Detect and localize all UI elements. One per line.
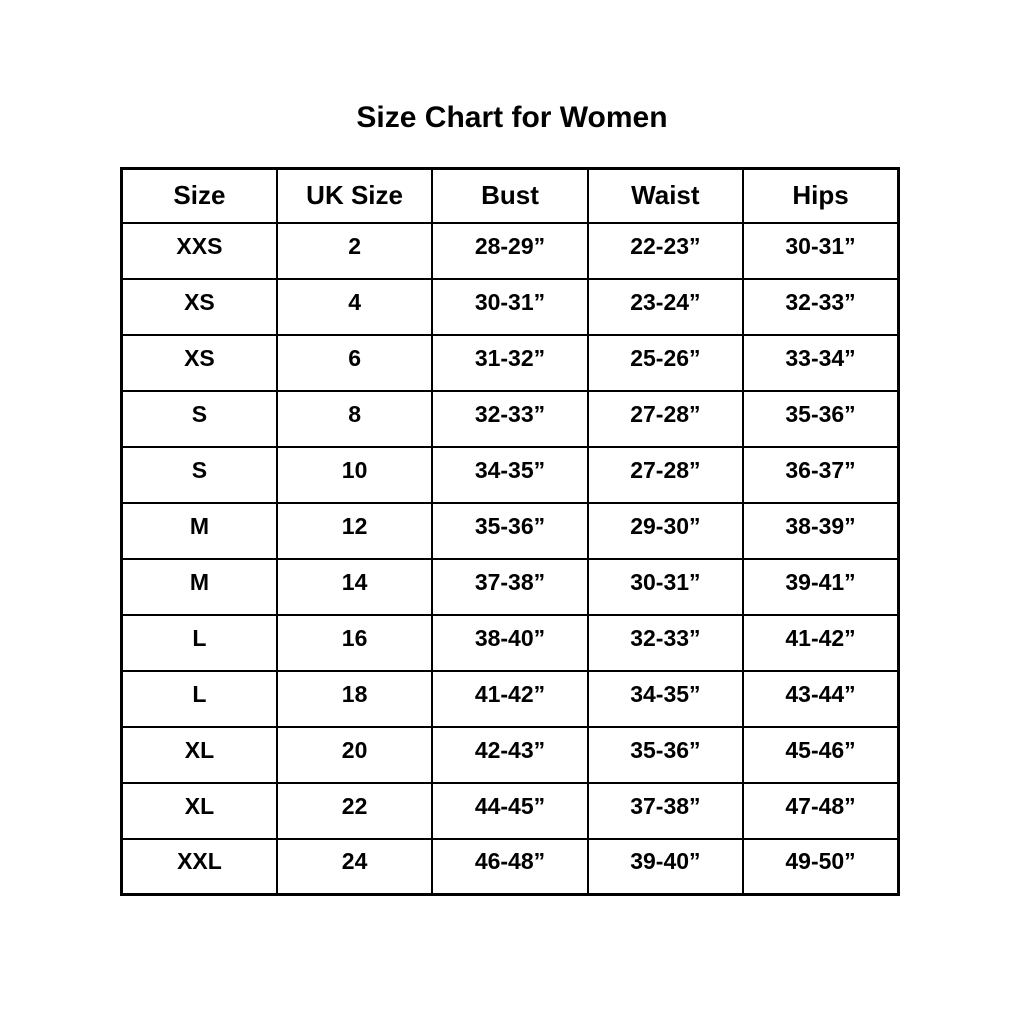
table-cell: 36-37”	[743, 447, 898, 503]
table-row	[122, 783, 899, 839]
table-row	[122, 727, 899, 783]
table-cell: 37-38”	[588, 783, 743, 839]
table-cell: 12	[277, 503, 432, 559]
table-cell: 34-35”	[432, 447, 587, 503]
table-row	[122, 279, 899, 335]
table-cell: 38-39”	[743, 503, 898, 559]
table-cell: 22-23”	[588, 223, 743, 279]
table-cell: 38-40”	[432, 615, 587, 671]
table-cell: 24	[277, 839, 432, 895]
table-row	[122, 839, 899, 895]
table-cell: 6	[277, 335, 432, 391]
table-cell: 30-31”	[743, 223, 898, 279]
table-row	[122, 615, 899, 671]
table-cell: 43-44”	[743, 671, 898, 727]
table-cell: 32-33”	[432, 391, 587, 447]
table-cell: 35-36”	[432, 503, 587, 559]
table-row	[122, 391, 899, 447]
table-cell: L	[122, 615, 277, 671]
table-cell: M	[122, 503, 277, 559]
table-cell: 29-30”	[588, 503, 743, 559]
header-row	[122, 169, 899, 223]
table-header	[122, 169, 899, 223]
table-cell: 35-36”	[588, 727, 743, 783]
table-cell: 22	[277, 783, 432, 839]
table-cell: 4	[277, 279, 432, 335]
table-cell: 27-28”	[588, 447, 743, 503]
table-cell: 31-32”	[432, 335, 587, 391]
table-cell: 32-33”	[743, 279, 898, 335]
table-cell: 41-42”	[743, 615, 898, 671]
table-cell: 34-35”	[588, 671, 743, 727]
table-cell: 18	[277, 671, 432, 727]
table-cell: M	[122, 559, 277, 615]
table-cell: 45-46”	[743, 727, 898, 783]
table-row	[122, 503, 899, 559]
table-cell: 16	[277, 615, 432, 671]
table-cell: 42-43”	[432, 727, 587, 783]
column-header: Hips	[743, 169, 898, 223]
table-cell: 33-34”	[743, 335, 898, 391]
table-row	[122, 335, 899, 391]
table-cell: 30-31”	[432, 279, 587, 335]
column-header: UK Size	[277, 169, 432, 223]
table-cell: 30-31”	[588, 559, 743, 615]
table-body	[122, 223, 899, 895]
table-cell: 49-50”	[743, 839, 898, 895]
table-cell: 41-42”	[432, 671, 587, 727]
table-cell: 44-45”	[432, 783, 587, 839]
column-header: Bust	[432, 169, 587, 223]
table-cell: XXL	[122, 839, 277, 895]
table-cell: 27-28”	[588, 391, 743, 447]
table-cell: 35-36”	[743, 391, 898, 447]
table-cell: 39-41”	[743, 559, 898, 615]
table-cell: 46-48”	[432, 839, 587, 895]
table-cell: 28-29”	[432, 223, 587, 279]
table-cell: S	[122, 447, 277, 503]
table-cell: XL	[122, 783, 277, 839]
table-cell: XXS	[122, 223, 277, 279]
table-cell: XL	[122, 727, 277, 783]
column-header: Size	[122, 169, 277, 223]
table-cell: 39-40”	[588, 839, 743, 895]
table-cell: XS	[122, 279, 277, 335]
table-cell: 2	[277, 223, 432, 279]
table-row	[122, 223, 899, 279]
table-cell: 10	[277, 447, 432, 503]
size-chart-table	[120, 167, 900, 896]
table-cell: 20	[277, 727, 432, 783]
table-cell: S	[122, 391, 277, 447]
table-row	[122, 447, 899, 503]
column-header: Waist	[588, 169, 743, 223]
table-row	[122, 559, 899, 615]
table-cell: 8	[277, 391, 432, 447]
table-cell: L	[122, 671, 277, 727]
table-cell: 32-33”	[588, 615, 743, 671]
table-cell: 14	[277, 559, 432, 615]
table-cell: 37-38”	[432, 559, 587, 615]
table-cell: XS	[122, 335, 277, 391]
page-title: Size Chart for Women	[356, 101, 668, 134]
table-cell: 25-26”	[588, 335, 743, 391]
table-row	[122, 671, 899, 727]
table-cell: 23-24”	[588, 279, 743, 335]
table-cell: 47-48”	[743, 783, 898, 839]
